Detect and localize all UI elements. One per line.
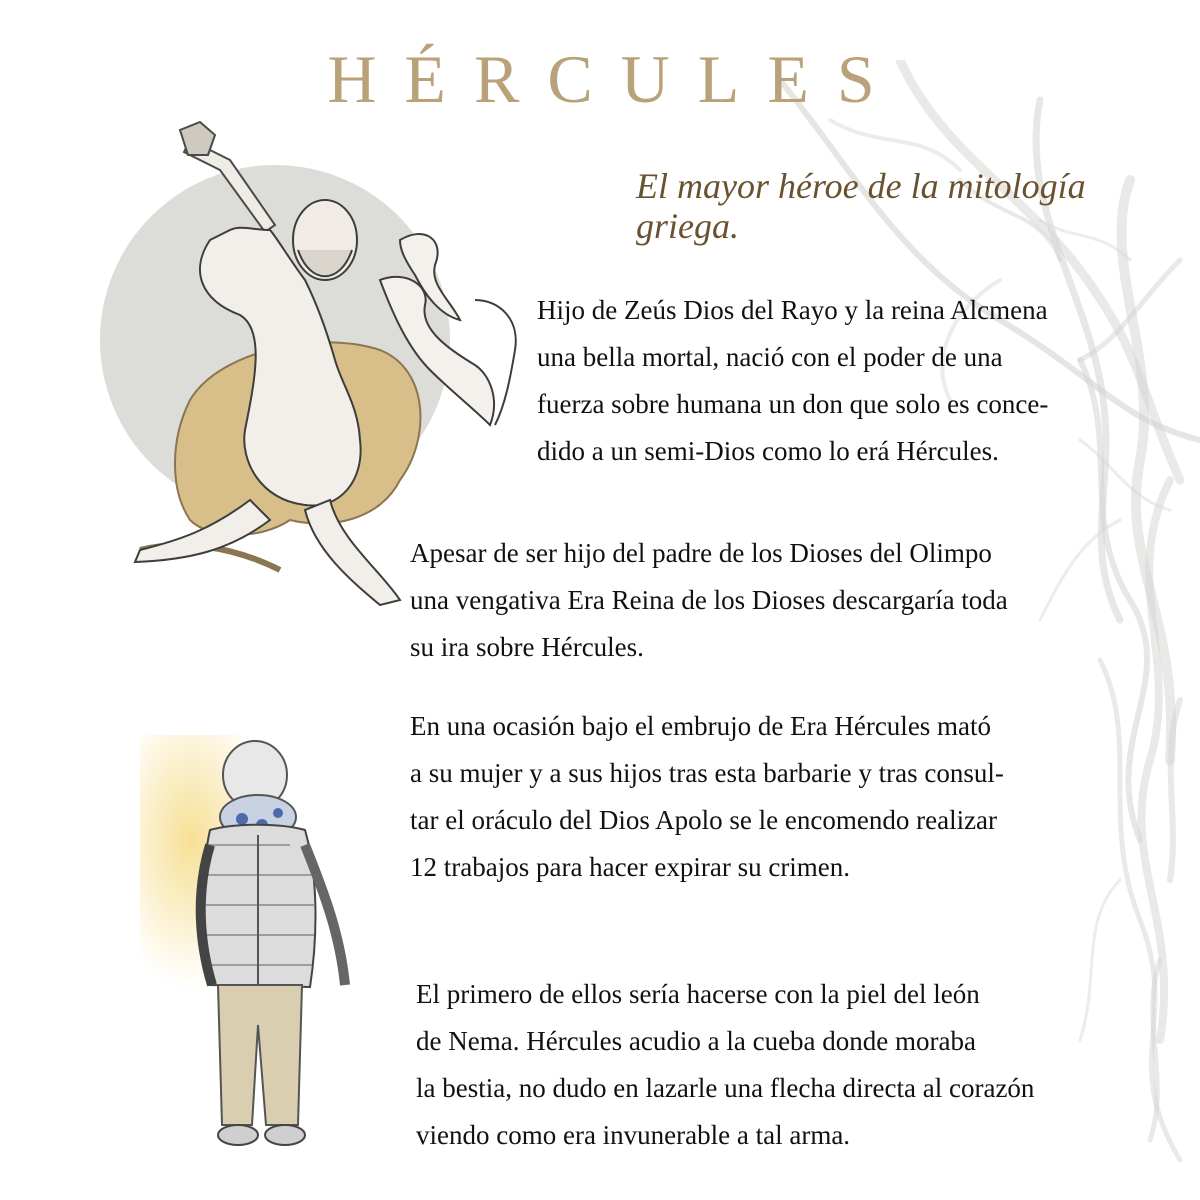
child-trousers: [218, 985, 302, 1125]
paragraph-line: El primero de ellos sería hacerse con la piel del león: [416, 979, 980, 1009]
paragraph-line: una bella mortal, nació con el poder de una: [537, 342, 1003, 372]
paragraph-line: En una ocasión bajo el embrujo de Era Hércules mató: [410, 711, 992, 741]
paragraph-line: viendo como era invunerable a tal arma.: [416, 1120, 851, 1150]
paragraph-line: tar el oráculo del Dios Apolo se le encomendo realizar: [410, 805, 998, 835]
child-jacket: [203, 825, 315, 987]
page-title: HÉRCULES: [327, 41, 903, 117]
paragraph-line: Hijo de Zeús Dios del Rayo y la reina Alcmena: [537, 295, 1048, 325]
paragraph-labours: [410, 703, 1004, 891]
subtitle: El mayor héroe de la mitología griega.: [636, 166, 1086, 246]
paragraph-origin: [537, 287, 1048, 475]
paragraph-line: 12 trabajos para hacer expirar su crimen.: [410, 852, 851, 882]
child-illustration: [140, 735, 390, 1160]
paragraph-line: dido a un semi-Dios como lo erá Hércules.: [537, 436, 999, 466]
paragraph-line: su ira sobre Hércules.: [410, 632, 644, 662]
paragraph-hera: [410, 530, 1008, 671]
paragraph-nemean-lion: [416, 971, 1034, 1159]
paragraph-line: una vengativa Era Reina de los Dioses descargaría toda: [410, 585, 1008, 615]
paragraph-line: a su mujer y a sus hijos tras esta barbarie y tras consul-: [410, 758, 1004, 788]
paragraph-line: de Nema. Hércules acudio a la cueba donde moraba: [416, 1026, 976, 1056]
paragraph-line: fuerza sobre humana un don que solo es conce-: [537, 389, 1049, 419]
paragraph-line: la bestia, no dudo en lazarle una flecha directa al corazón: [416, 1073, 1035, 1103]
paragraph-line: Apesar de ser hijo del padre de los Dioses del Olimpo: [410, 538, 992, 568]
